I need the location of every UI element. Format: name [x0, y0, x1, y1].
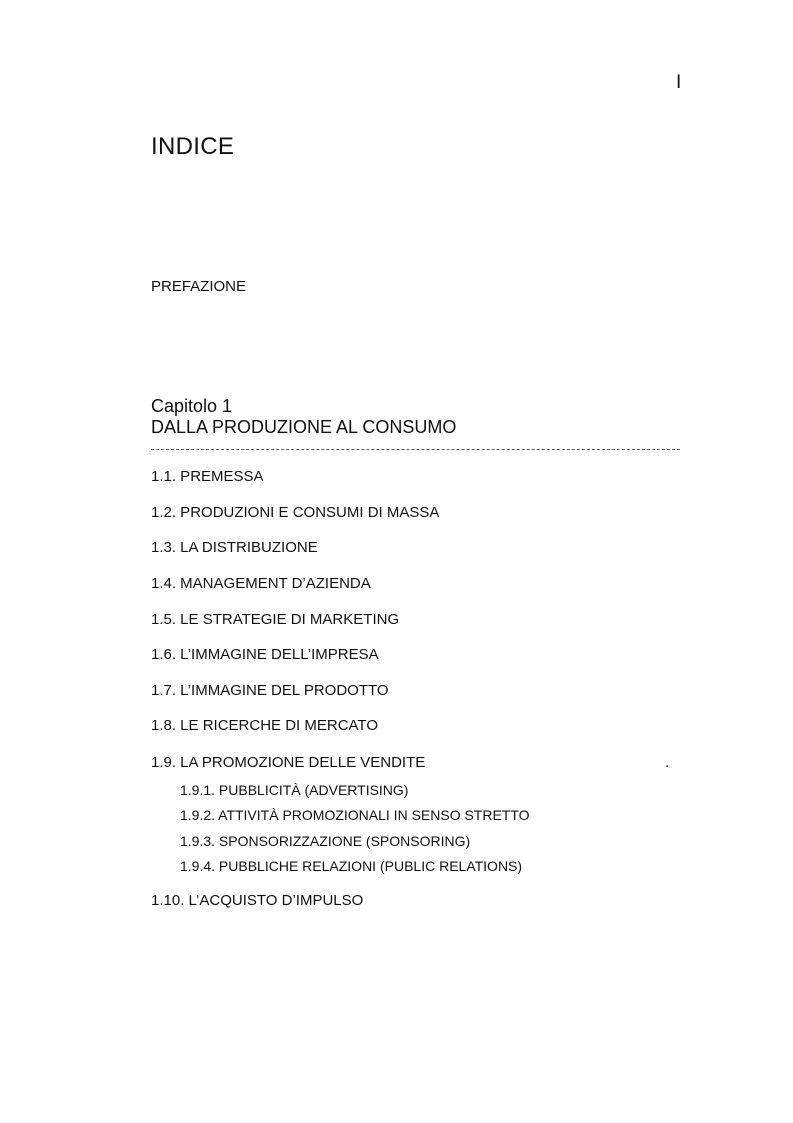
toc-entry: 1.1. PREMESSA [151, 468, 264, 485]
toc-entry-preface: PREFAZIONE [151, 278, 247, 295]
toc-entry: 1.8. LE RICERCHE DI MERCATO [151, 717, 378, 734]
toc-subentry: 1.9.3. SPONSORIZZAZIONE (SPONSORING) [180, 833, 471, 849]
page-number: I [676, 72, 682, 93]
toc-subentry: 1.9.1. PUBBLICITÀ (ADVERTISING) [180, 782, 409, 798]
toc-entry: 1.10. L’ACQUISTO D’IMPULSO [151, 892, 364, 909]
trailing-mark: . [665, 754, 670, 771]
toc-entry: 1.9. LA PROMOZIONE DELLE VENDITE [151, 754, 426, 771]
toc-entry: 1.4. MANAGEMENT D’AZIENDA [151, 575, 371, 592]
toc-subentry: 1.9.2. ATTIVITÀ PROMOZIONALI IN SENSO STRETTO [180, 807, 530, 823]
chapter-title: DALLA PRODUZIONE AL CONSUMO [151, 417, 457, 437]
toc-entry: 1.3. LA DISTRIBUZIONE [151, 539, 318, 556]
page-title: INDICE [151, 133, 235, 160]
toc-entry: 1.5. LE STRATEGIE DI MARKETING [151, 611, 400, 628]
toc-entry: 1.2. PRODUZIONI E CONSUMI DI MASSA [151, 504, 440, 521]
chapter-number: Capitolo 1 [151, 396, 233, 416]
toc-entry: 1.6. L’IMMAGINE DELL’IMPRESA [151, 646, 379, 663]
toc-entry: 1.7. L’IMMAGINE DEL PRODOTTO [151, 682, 389, 699]
chapter-divider [151, 449, 680, 450]
toc-subentry: 1.9.4. PUBBLICHE RELAZIONI (PUBLIC RELATIONS) [180, 858, 523, 874]
